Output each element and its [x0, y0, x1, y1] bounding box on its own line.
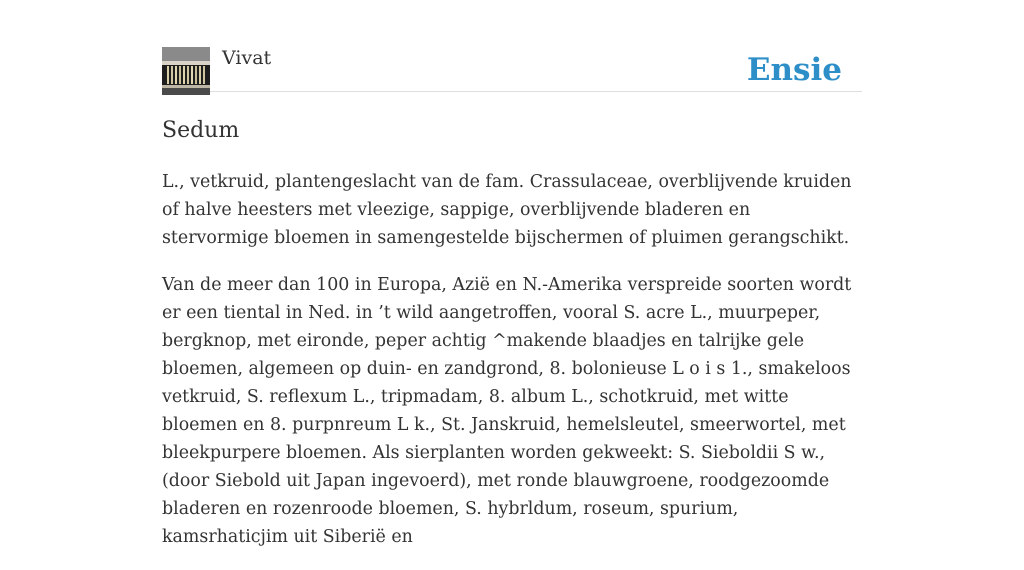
article-paragraph: L., vetkruid, plantengeslacht van de fam. Crassulaceae, overblijvende kruiden of halve heesters met vleezige, sappige, overblijvende bladeren en stervormige bloemen in samengestelde bijschermen of pluimen gerangschikt.	[162, 172, 852, 248]
page-title: Sedum	[162, 118, 240, 143]
article-paragraph: Van de meer dan 100 in Europa, Azië en N.-Amerika verspreide soorten wordt er een tiental in Ned. in ’t wild aangetroffen, vooral S. acre L., muurpeper, bergknop, met eironde, peper achtig ^makende blaadjes en talrijke gele bloemen, algemeen op duin- en zandgrond, 8. bolonieuse L o i s 1., smakeloos vetkruid, S. reflexum L., tripmadam, 8. album L., schotkruid, met witte bloemen en 8. purpnreum L k., St. Janskruid, hemelsleutel, smeerwortel, met bleekpurpere bloemen. Als sierplanten worden gekweekt: S. Sieboldii S w., (door Siebold uit Japan ingevoerd), met ronde blauwgroene, roodgezoomde bladeren en rozenroode bloemen, S. hybrldum, roseum, spurium, kamsrhaticjim uit Siberië en	[162, 275, 852, 547]
header	[162, 0, 862, 92]
article-body	[162, 168, 862, 570]
brand-logo[interactable]: Ensie	[746, 52, 842, 88]
bookshelf-avatar-icon	[162, 47, 210, 95]
author-avatar[interactable]	[162, 47, 210, 95]
author-name[interactable]: Vivat	[222, 47, 272, 69]
content-column	[162, 0, 862, 547]
